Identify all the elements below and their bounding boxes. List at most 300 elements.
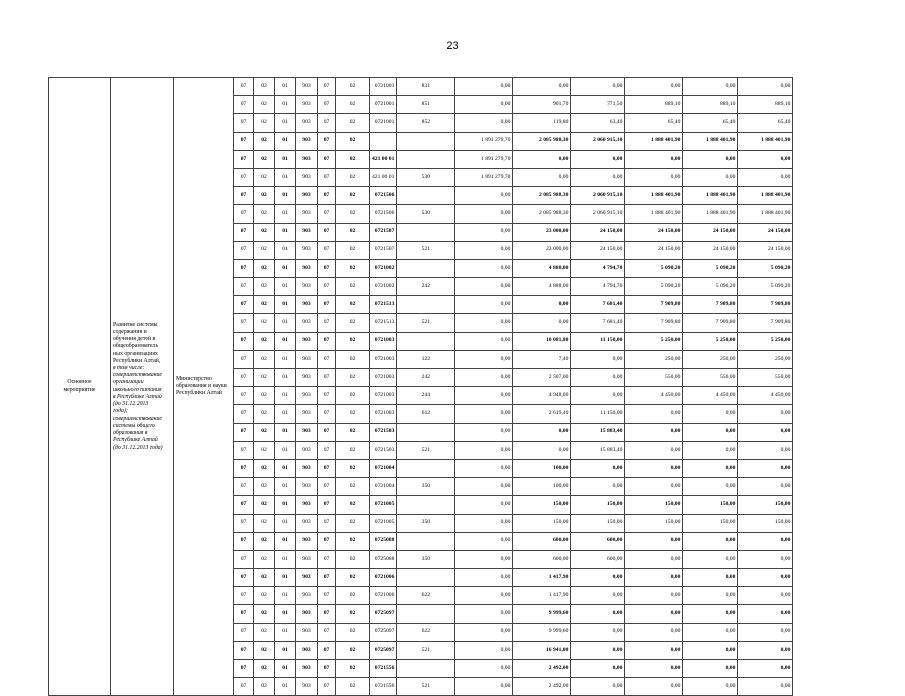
budget-section-cell: 07 [318, 641, 336, 659]
target-article-cell: 0721002 [370, 259, 397, 277]
program-title-line: Республики Алтай, [113, 357, 161, 364]
amount-2015-cell: 11 150,00 [571, 332, 625, 350]
section-code-cell: 02 [254, 532, 275, 550]
target-article-cell: 0721003 [370, 332, 397, 350]
target-article-cell: 0725097 [370, 623, 397, 641]
target-article-cell: 0721513 [370, 314, 397, 332]
target-article-cell: 0721001 [370, 96, 397, 114]
expense-type-cell [397, 459, 455, 477]
amount-2017-cell: 250,00 [683, 350, 738, 368]
amount-2016-cell: 1 888 401,90 [625, 132, 683, 150]
amount-2014-cell: 2 492,00 [513, 678, 571, 696]
amount-2016-cell: 1 888 401,90 [625, 187, 683, 205]
budget-subsection-cell: 02 [336, 332, 370, 350]
amount-2016-cell: 150,00 [625, 514, 683, 532]
amount-2015-cell: 2 060 915,10 [571, 187, 625, 205]
budget-section-cell: 07 [318, 532, 336, 550]
ministry-code-cell: 903 [296, 150, 318, 168]
budget-subsection-cell: 02 [336, 132, 370, 150]
expense-type-cell: 521 [397, 441, 455, 459]
budget-subsection-cell: 02 [336, 187, 370, 205]
budget-section-cell: 07 [318, 205, 336, 223]
amount-2013-cell: 0,00 [455, 660, 513, 678]
section-code-cell: 02 [254, 387, 275, 405]
budget-subsection-cell: 02 [336, 550, 370, 568]
amount-2017-cell: 5 250,00 [683, 332, 738, 350]
target-article-cell: 0721503 [370, 423, 397, 441]
grbs-code-cell: 07 [234, 150, 254, 168]
amount-2015-cell: 7 681,40 [571, 296, 625, 314]
target-article-cell: 421 00 01 [370, 168, 397, 186]
amount-2014-cell: 901,70 [513, 96, 571, 114]
grbs-code-cell: 07 [234, 332, 254, 350]
grbs-code-cell: 07 [234, 168, 254, 186]
amount-2014-cell: 23 000,00 [513, 241, 571, 259]
budget-subsection-cell: 02 [336, 168, 370, 186]
amount-2015-cell: 4 794,70 [571, 259, 625, 277]
budget-section-cell: 07 [318, 423, 336, 441]
page-number: 23 [446, 40, 459, 52]
amount-2014-cell: 0,00 [513, 168, 571, 186]
budget-section-cell: 07 [318, 587, 336, 605]
amount-2013-cell: 0,00 [455, 569, 513, 587]
target-article-cell: 0721506 [370, 205, 397, 223]
target-article-cell: 0725097 [370, 641, 397, 659]
budget-subsection-cell: 02 [336, 532, 370, 550]
amount-2013-cell: 0,00 [455, 496, 513, 514]
grbs-code-cell: 07 [234, 478, 254, 496]
amount-2015-cell: 771,50 [571, 96, 625, 114]
amount-2016-cell: 0,00 [625, 605, 683, 623]
expense-type-cell: 831 [397, 78, 455, 96]
grbs-code-cell: 07 [234, 96, 254, 114]
section-code-cell: 02 [254, 405, 275, 423]
grbs-code-cell: 07 [234, 550, 254, 568]
budget-subsection-cell: 02 [336, 405, 370, 423]
target-article-cell: 0721005 [370, 514, 397, 532]
amount-2015-cell: 2 060 915,10 [571, 205, 625, 223]
expense-type-cell: 622 [397, 587, 455, 605]
amount-2018-cell: 4 450,00 [738, 387, 793, 405]
section-code-cell: 02 [254, 332, 275, 350]
target-article-cell: 0725088 [370, 550, 397, 568]
subsection-code-cell: 01 [275, 114, 296, 132]
status-label-line: Основное [67, 379, 92, 386]
subsection-code-cell: 01 [275, 241, 296, 259]
amount-2016-cell: 1 888 401,90 [625, 205, 683, 223]
amount-2016-cell: 0,00 [625, 423, 683, 441]
amount-2018-cell: 0,00 [738, 478, 793, 496]
section-code-cell: 02 [254, 569, 275, 587]
amount-2015-cell: 0,00 [571, 660, 625, 678]
amount-2018-cell: 5 090,20 [738, 259, 793, 277]
amount-2013-cell: 0,00 [455, 259, 513, 277]
amount-2018-cell: 65,40 [738, 114, 793, 132]
amount-2017-cell: 5 090,20 [683, 259, 738, 277]
ministry-code-cell: 903 [296, 478, 318, 496]
subsection-code-cell: 01 [275, 278, 296, 296]
budget-subsection-cell: 02 [336, 587, 370, 605]
target-article-cell: 0721001 [370, 114, 397, 132]
amount-2014-cell: 100,00 [513, 459, 571, 477]
program-note-line: года); [113, 408, 128, 415]
subsection-code-cell: 01 [275, 187, 296, 205]
amount-2015-cell: 0,00 [571, 387, 625, 405]
amount-2017-cell: 4 450,00 [683, 387, 738, 405]
amount-2016-cell: 0,00 [625, 678, 683, 696]
amount-2013-cell: 1 891 279,70 [455, 168, 513, 186]
section-code-cell: 02 [254, 660, 275, 678]
amount-2013-cell: 0,00 [455, 278, 513, 296]
section-code-cell: 02 [254, 187, 275, 205]
ministry-code-cell: 903 [296, 241, 318, 259]
executor-line: Республики Алтай [176, 390, 222, 397]
subsection-code-cell: 01 [275, 296, 296, 314]
amount-2014-cell: 9 999,60 [513, 605, 571, 623]
expense-type-cell [397, 132, 455, 150]
amount-2014-cell: 0,00 [513, 441, 571, 459]
subsection-code-cell: 01 [275, 405, 296, 423]
budget-subsection-cell: 02 [336, 150, 370, 168]
amount-2017-cell: 0,00 [683, 78, 738, 96]
target-article-cell: 0721006 [370, 569, 397, 587]
amount-2014-cell: 600,00 [513, 532, 571, 550]
amount-2016-cell: 0,00 [625, 405, 683, 423]
budget-subsection-cell: 02 [336, 459, 370, 477]
amount-2017-cell: 0,00 [683, 532, 738, 550]
expense-type-cell: 622 [397, 623, 455, 641]
amount-2015-cell: 0,00 [571, 150, 625, 168]
amount-2014-cell: 0,00 [513, 78, 571, 96]
grbs-code-cell: 07 [234, 641, 254, 659]
amount-2015-cell: 24 150,00 [571, 223, 625, 241]
amount-2013-cell: 0,00 [455, 532, 513, 550]
amount-2018-cell: 5 250,00 [738, 332, 793, 350]
expense-type-cell: 122 [397, 350, 455, 368]
amount-2013-cell: 0,00 [455, 459, 513, 477]
amount-2018-cell: 5 090,20 [738, 278, 793, 296]
expense-type-cell [397, 496, 455, 514]
section-code-cell: 02 [254, 441, 275, 459]
expense-type-cell: 530 [397, 168, 455, 186]
budget-section-cell: 07 [318, 441, 336, 459]
target-article-cell: 0721507 [370, 223, 397, 241]
ministry-code-cell: 903 [296, 314, 318, 332]
amount-2013-cell: 0,00 [455, 514, 513, 532]
amount-2018-cell: 0,00 [738, 550, 793, 568]
program-note-line: совершенствование [113, 415, 162, 422]
grbs-code-cell: 07 [234, 241, 254, 259]
grbs-code-cell: 07 [234, 387, 254, 405]
amount-2018-cell: 0,00 [738, 423, 793, 441]
amount-2014-cell: 4 888,00 [513, 259, 571, 277]
amount-2013-cell: 0,00 [455, 296, 513, 314]
program-note-line: (до 31.12.2013 [113, 401, 149, 408]
subsection-code-cell: 01 [275, 459, 296, 477]
amount-2014-cell: 0,00 [513, 314, 571, 332]
budget-section-cell: 07 [318, 496, 336, 514]
ministry-code-cell: 903 [296, 441, 318, 459]
program-note-line: Республике Алтай [113, 437, 158, 444]
expense-type-cell: 521 [397, 241, 455, 259]
target-article-cell: 0721556 [370, 678, 397, 696]
amount-2016-cell: 0,00 [625, 478, 683, 496]
ministry-code-cell: 903 [296, 96, 318, 114]
amount-2016-cell: 7 909,80 [625, 314, 683, 332]
expense-type-cell: 350 [397, 514, 455, 532]
grbs-code-cell: 07 [234, 532, 254, 550]
subsection-code-cell: 01 [275, 332, 296, 350]
target-article-cell: 0721001 [370, 78, 397, 96]
amount-2014-cell: 0,00 [513, 296, 571, 314]
section-code-cell: 02 [254, 641, 275, 659]
amount-2013-cell: 0,00 [455, 96, 513, 114]
amount-2014-cell: 150,00 [513, 496, 571, 514]
subsection-code-cell: 01 [275, 150, 296, 168]
amount-2018-cell: 0,00 [738, 78, 793, 96]
amount-2016-cell: 24 150,00 [625, 223, 683, 241]
amount-2017-cell: 0,00 [683, 459, 738, 477]
amount-2014-cell: 600,00 [513, 550, 571, 568]
amount-2018-cell: 0,00 [738, 623, 793, 641]
target-article-cell: 0721507 [370, 241, 397, 259]
section-code-cell: 02 [254, 205, 275, 223]
budget-section-cell: 07 [318, 569, 336, 587]
section-code-cell: 02 [254, 587, 275, 605]
grbs-code-cell: 07 [234, 78, 254, 96]
section-code-cell: 02 [254, 241, 275, 259]
amount-2018-cell: 0,00 [738, 605, 793, 623]
amount-2017-cell: 0,00 [683, 660, 738, 678]
amount-2013-cell: 0,00 [455, 332, 513, 350]
target-article-cell: 0721002 [370, 278, 397, 296]
ministry-code-cell: 903 [296, 587, 318, 605]
ministry-code-cell: 903 [296, 660, 318, 678]
amount-2018-cell: 0,00 [738, 641, 793, 659]
section-code-cell: 02 [254, 114, 275, 132]
amount-2017-cell: 550,00 [683, 369, 738, 387]
grbs-code-cell: 07 [234, 369, 254, 387]
budget-subsection-cell: 02 [336, 114, 370, 132]
budget-section-cell: 07 [318, 678, 336, 696]
subsection-code-cell: 01 [275, 441, 296, 459]
budget-section-cell: 07 [318, 314, 336, 332]
budget-subsection-cell: 02 [336, 569, 370, 587]
ministry-code-cell: 903 [296, 332, 318, 350]
amount-2017-cell: 0,00 [683, 441, 738, 459]
amount-2013-cell: 0,00 [455, 205, 513, 223]
ministry-code-cell: 903 [296, 423, 318, 441]
expense-type-cell: 242 [397, 278, 455, 296]
expense-type-cell: 521 [397, 641, 455, 659]
target-article-cell [370, 132, 397, 150]
amount-2015-cell: 600,00 [571, 532, 625, 550]
program-note-line: школьного питания [113, 386, 162, 393]
budget-section-cell: 07 [318, 259, 336, 277]
budget-subsection-cell: 02 [336, 314, 370, 332]
budget-section-cell: 07 [318, 96, 336, 114]
amount-2016-cell: 7 909,80 [625, 296, 683, 314]
status-cell [49, 78, 111, 696]
budget-section-cell: 07 [318, 187, 336, 205]
grbs-code-cell: 07 [234, 660, 254, 678]
section-code-cell: 02 [254, 314, 275, 332]
amount-2018-cell: 889,10 [738, 96, 793, 114]
budget-subsection-cell: 02 [336, 223, 370, 241]
budget-subsection-cell: 02 [336, 678, 370, 696]
target-article-cell: 0721003 [370, 350, 397, 368]
subsection-code-cell: 01 [275, 205, 296, 223]
budget-subsection-cell: 02 [336, 478, 370, 496]
budget-subsection-cell: 02 [336, 641, 370, 659]
amount-2013-cell: 0,00 [455, 78, 513, 96]
expense-type-cell [397, 259, 455, 277]
budget-subsection-cell: 02 [336, 423, 370, 441]
amount-2013-cell: 0,00 [455, 678, 513, 696]
target-article-cell: 0721503 [370, 441, 397, 459]
amount-2015-cell: 0,00 [571, 350, 625, 368]
budget-table [48, 77, 793, 696]
amount-2016-cell: 0,00 [625, 78, 683, 96]
grbs-code-cell: 07 [234, 605, 254, 623]
expense-type-cell [397, 296, 455, 314]
amount-2018-cell: 0,00 [738, 459, 793, 477]
amount-2013-cell: 0,00 [455, 387, 513, 405]
amount-2013-cell: 1 891 279,70 [455, 150, 513, 168]
grbs-code-cell: 07 [234, 278, 254, 296]
grbs-code-cell: 07 [234, 114, 254, 132]
amount-2015-cell: 63,40 [571, 114, 625, 132]
ministry-code-cell: 903 [296, 350, 318, 368]
amount-2013-cell: 0,00 [455, 114, 513, 132]
section-code-cell: 02 [254, 296, 275, 314]
budget-subsection-cell: 02 [336, 278, 370, 296]
amount-2016-cell: 65,40 [625, 114, 683, 132]
target-article-cell: 0721003 [370, 387, 397, 405]
budget-section-cell: 07 [318, 78, 336, 96]
amount-2013-cell: 0,00 [455, 350, 513, 368]
amount-2017-cell: 1 888 401,90 [683, 205, 738, 223]
amount-2017-cell: 0,00 [683, 605, 738, 623]
amount-2013-cell: 0,00 [455, 478, 513, 496]
program-note-line: в том числе: [113, 364, 145, 371]
section-code-cell: 02 [254, 150, 275, 168]
section-code-cell: 02 [254, 623, 275, 641]
amount-2015-cell: 4 794,70 [571, 278, 625, 296]
budget-section-cell: 07 [318, 132, 336, 150]
expense-type-cell [397, 187, 455, 205]
program-title-line: общеобразователь [113, 343, 159, 350]
subsection-code-cell: 01 [275, 350, 296, 368]
grbs-code-cell: 07 [234, 259, 254, 277]
expense-type-cell: 851 [397, 96, 455, 114]
budget-subsection-cell: 02 [336, 369, 370, 387]
target-article-cell: 0721003 [370, 405, 397, 423]
budget-section-cell: 07 [318, 660, 336, 678]
expense-type-cell [397, 150, 455, 168]
amount-2014-cell: 7,40 [513, 350, 571, 368]
subsection-code-cell: 01 [275, 478, 296, 496]
budget-subsection-cell: 02 [336, 514, 370, 532]
amount-2017-cell: 0,00 [683, 623, 738, 641]
amount-2016-cell: 250,00 [625, 350, 683, 368]
ministry-code-cell: 903 [296, 641, 318, 659]
section-code-cell: 02 [254, 478, 275, 496]
amount-2013-cell: 0,00 [455, 550, 513, 568]
amount-2018-cell: 7 909,80 [738, 296, 793, 314]
subsection-code-cell: 01 [275, 423, 296, 441]
amount-2018-cell: 0,00 [738, 532, 793, 550]
target-article-cell: 0721506 [370, 187, 397, 205]
target-article-cell: 0721556 [370, 660, 397, 678]
amount-2018-cell: 7 909,80 [738, 314, 793, 332]
amount-2013-cell: 0,00 [455, 241, 513, 259]
ministry-code-cell: 903 [296, 78, 318, 96]
amount-2017-cell: 24 150,00 [683, 241, 738, 259]
budget-section-cell: 07 [318, 459, 336, 477]
subsection-code-cell: 01 [275, 168, 296, 186]
budget-subsection-cell: 02 [336, 350, 370, 368]
amount-2017-cell: 889,10 [683, 96, 738, 114]
ministry-code-cell: 903 [296, 278, 318, 296]
amount-2016-cell: 889,10 [625, 96, 683, 114]
section-code-cell: 02 [254, 459, 275, 477]
amount-2016-cell: 0,00 [625, 550, 683, 568]
amount-2018-cell: 150,00 [738, 514, 793, 532]
budget-section-cell: 07 [318, 150, 336, 168]
program-note-line: совершенствование [113, 372, 162, 379]
grbs-code-cell: 07 [234, 496, 254, 514]
amount-2015-cell: 0,00 [571, 587, 625, 605]
grbs-code-cell: 07 [234, 587, 254, 605]
program-note-line: образования в [113, 430, 148, 437]
amount-2018-cell: 1 888 401,90 [738, 187, 793, 205]
budget-section-cell: 07 [318, 623, 336, 641]
amount-2015-cell: 15 883,40 [571, 423, 625, 441]
program-note-line: организации [113, 379, 144, 386]
grbs-code-cell: 07 [234, 569, 254, 587]
subsection-code-cell: 01 [275, 314, 296, 332]
subsection-code-cell: 01 [275, 532, 296, 550]
amount-2017-cell: 150,00 [683, 514, 738, 532]
amount-2017-cell: 24 150,00 [683, 223, 738, 241]
ministry-code-cell: 903 [296, 678, 318, 696]
target-article-cell: 0725097 [370, 605, 397, 623]
section-code-cell: 02 [254, 78, 275, 96]
budget-table-body [49, 78, 793, 696]
budget-subsection-cell: 02 [336, 96, 370, 114]
amount-2018-cell: 0,00 [738, 150, 793, 168]
section-code-cell: 02 [254, 605, 275, 623]
amount-2013-cell: 0,00 [455, 641, 513, 659]
grbs-code-cell: 07 [234, 314, 254, 332]
subsection-code-cell: 01 [275, 259, 296, 277]
program-cell [111, 78, 174, 696]
budget-section-cell: 07 [318, 114, 336, 132]
subsection-code-cell: 01 [275, 569, 296, 587]
subsection-code-cell: 01 [275, 387, 296, 405]
amount-2015-cell: 11 150,00 [571, 405, 625, 423]
amount-2014-cell: 23 000,00 [513, 223, 571, 241]
budget-section-cell: 07 [318, 350, 336, 368]
amount-2018-cell: 0,00 [738, 168, 793, 186]
amount-2018-cell: 0,00 [738, 569, 793, 587]
section-code-cell: 02 [254, 278, 275, 296]
grbs-code-cell: 07 [234, 132, 254, 150]
amount-2016-cell: 0,00 [625, 441, 683, 459]
section-code-cell: 02 [254, 223, 275, 241]
ministry-code-cell: 903 [296, 623, 318, 641]
